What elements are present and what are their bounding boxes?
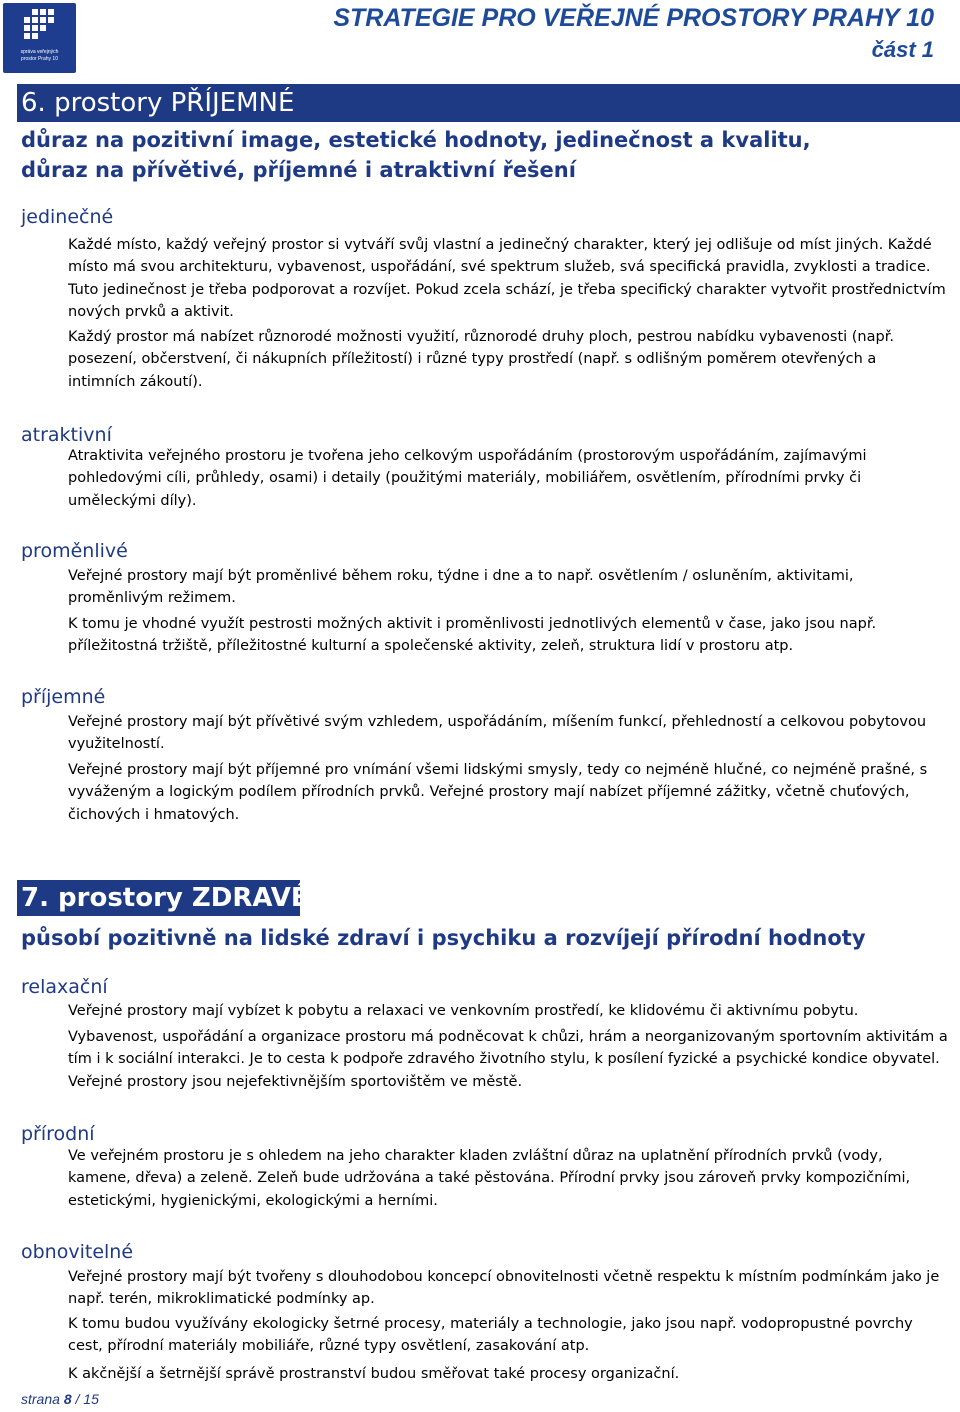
section-6-subtitle-line-2: důraz na přívětivé, příjemné i atraktivní řešení [21, 158, 576, 182]
keyword-prijemne: příjemné [21, 686, 106, 708]
document-part: část 1 [871, 37, 934, 62]
keyword-obnovitelne: obnovitelné [21, 1241, 134, 1263]
keyword-promenlive: proměnlivé [21, 540, 128, 562]
document-title: STRATEGIE PRO VEŘEJNÉ PROSTORY PRAHY 10 [333, 4, 934, 32]
keyword-atraktivni: atraktivní [21, 424, 112, 446]
section-7-subtitle-line-1: působí pozitivně na lidské zdraví i psychiku a rozvíjejí přírodní hodnoty [21, 926, 866, 950]
paragraph-jedinecne-2: Každý prostor má nabízet různorodé možnosti využití, různorodé druhy ploch, pestrou nabídku vybavenosti (např. posezení, občerstvení, či nákupních příležitostí) i různé typy prostředí (např. s odlišným poměrem otevřených a intimních zákoutí). [68, 329, 894, 390]
paragraph-relaxacni-2: Vybavenost, uspořádání a organizace prostoru má podněcovat k chůzi, hrám a neorganizovaným sportovním aktivitám a tím i k sociální interakci. Je to cesta k podpoře zdravého životního stylu, k posílení fyzické a psychické kondice obyvatel. Veřejné prostory jsou nejefektivnějším sportovištěm ve městě. [68, 1029, 948, 1090]
logo [3, 3, 76, 73]
keyword-prirodni: přírodní [21, 1123, 95, 1145]
paragraph-prirodni-1: Ve veřejném prostoru je s ohledem na jeho charakter kladen zvláštní důraz na uplatnění přírodních prvků (vody, kamene, dřeva) a zeleně. Zeleň bude udržována a také pěstována. Přírodní prvky jsou zároveň prvky kompozičními, estetickými, hygienickými, ekologickými a herními. [68, 1148, 911, 1209]
logo-text-line-1: správa veřejných [20, 49, 59, 55]
paragraph-jedinecne-1: Každé místo, každý veřejný prostor si vytváří svůj vlastní a jedinečný charakter, který jej odlišuje od míst jiných. Každé místo má svou architekturu, vybavenost, uspořádání, své spektrum služeb, svá specifická pravidla, zvyklosti a tradice. Tuto jedinečnost je třeba podporovat a rozvíjet. Pokud zcela schází, je třeba specifický charakter vytvořit prostřednictvím nových prvků a aktivit. [68, 237, 946, 321]
section-7-heading: 7. prostory ZDRAVÉ [21, 883, 309, 913]
keyword-relaxacni: relaxační [21, 976, 108, 998]
section-6-heading: 6. prostory PŘÍJEMNÉ [21, 88, 295, 118]
page-number: strana 8 / 15 [21, 1391, 99, 1407]
keyword-jedinecne: jedinečné [21, 206, 114, 228]
paragraph-atraktivni-1: Atraktivita veřejného prostoru je tvořena jeho celkovým uspořádáním (prostorovým uspořádáním, zajímavými pohledovými cíli, průhledy, osami) i detaily (použitými materiály, mobiliářem, osvětlením, přírodními prvky či uměleckými díly). [68, 448, 867, 509]
logo-grid-icon [3, 3, 76, 73]
paragraph-obnovitelne-2: K tomu budou využívány ekologicky šetrné procesy, materiály a technologie, jako jsou např. vodopropustné povrchy cest, přírodní materiály mobiliáře, různé typy osvětlení, zasakování atp. [68, 1316, 913, 1355]
paragraph-obnovitelne-3: K akčnější a šetrnější správě prostranství budou směřovat také procesy organizační. [68, 1366, 680, 1382]
paragraph-obnovitelne-1: Veřejné prostory mají být tvořeny s dlouhodobou koncepcí obnovitelnosti včetně respektu k místním podmínkám jako je např. terén, mikroklimatické podmínky ap. [68, 1269, 940, 1308]
paragraph-prijemne-2: Veřejné prostory mají být příjemné pro vnímání všemi lidskými smysly, tedy co nejméně hlučné, co nejméně prašné, s vyváženým a logickým podílem přírodních prvků. Veřejné prostory mají nabízet příjemné zážitky, včetně chuťových, čichových i hmatových. [68, 762, 928, 823]
paragraph-promenlive-2: K tomu je vhodné využít pestrosti možných aktivit i proměnlivosti jednotlivých elementů v čase, jako jsou např. příležitostná tržiště, příležitostné kulturní a společenské aktivity, zeleň, struktura lidí v prostoru atp. [68, 616, 877, 655]
section-6-subtitle-line-1: důraz na pozitivní image, estetické hodnoty, jedinečnost a kvalitu, [21, 128, 811, 152]
paragraph-promenlive-1: Veřejné prostory mají být proměnlivé během roku, týdne i dne a to např. osvětlením / osluněním, aktivitami, proměnlivým režimem. [68, 568, 854, 607]
paragraph-relaxacni-1: Veřejné prostory mají vybízet k pobytu a relaxaci ve venkovním prostředí, ke klidovému či aktivnímu pobytu. [68, 1003, 859, 1019]
logo-text-line-2: prostor Prahy 10 [21, 56, 58, 62]
paragraph-prijemne-1: Veřejné prostory mají být přívětivé svým vzhledem, uspořádáním, míšením funkcí, přehledností a celkovou pobytovou využitelností. [68, 714, 927, 753]
